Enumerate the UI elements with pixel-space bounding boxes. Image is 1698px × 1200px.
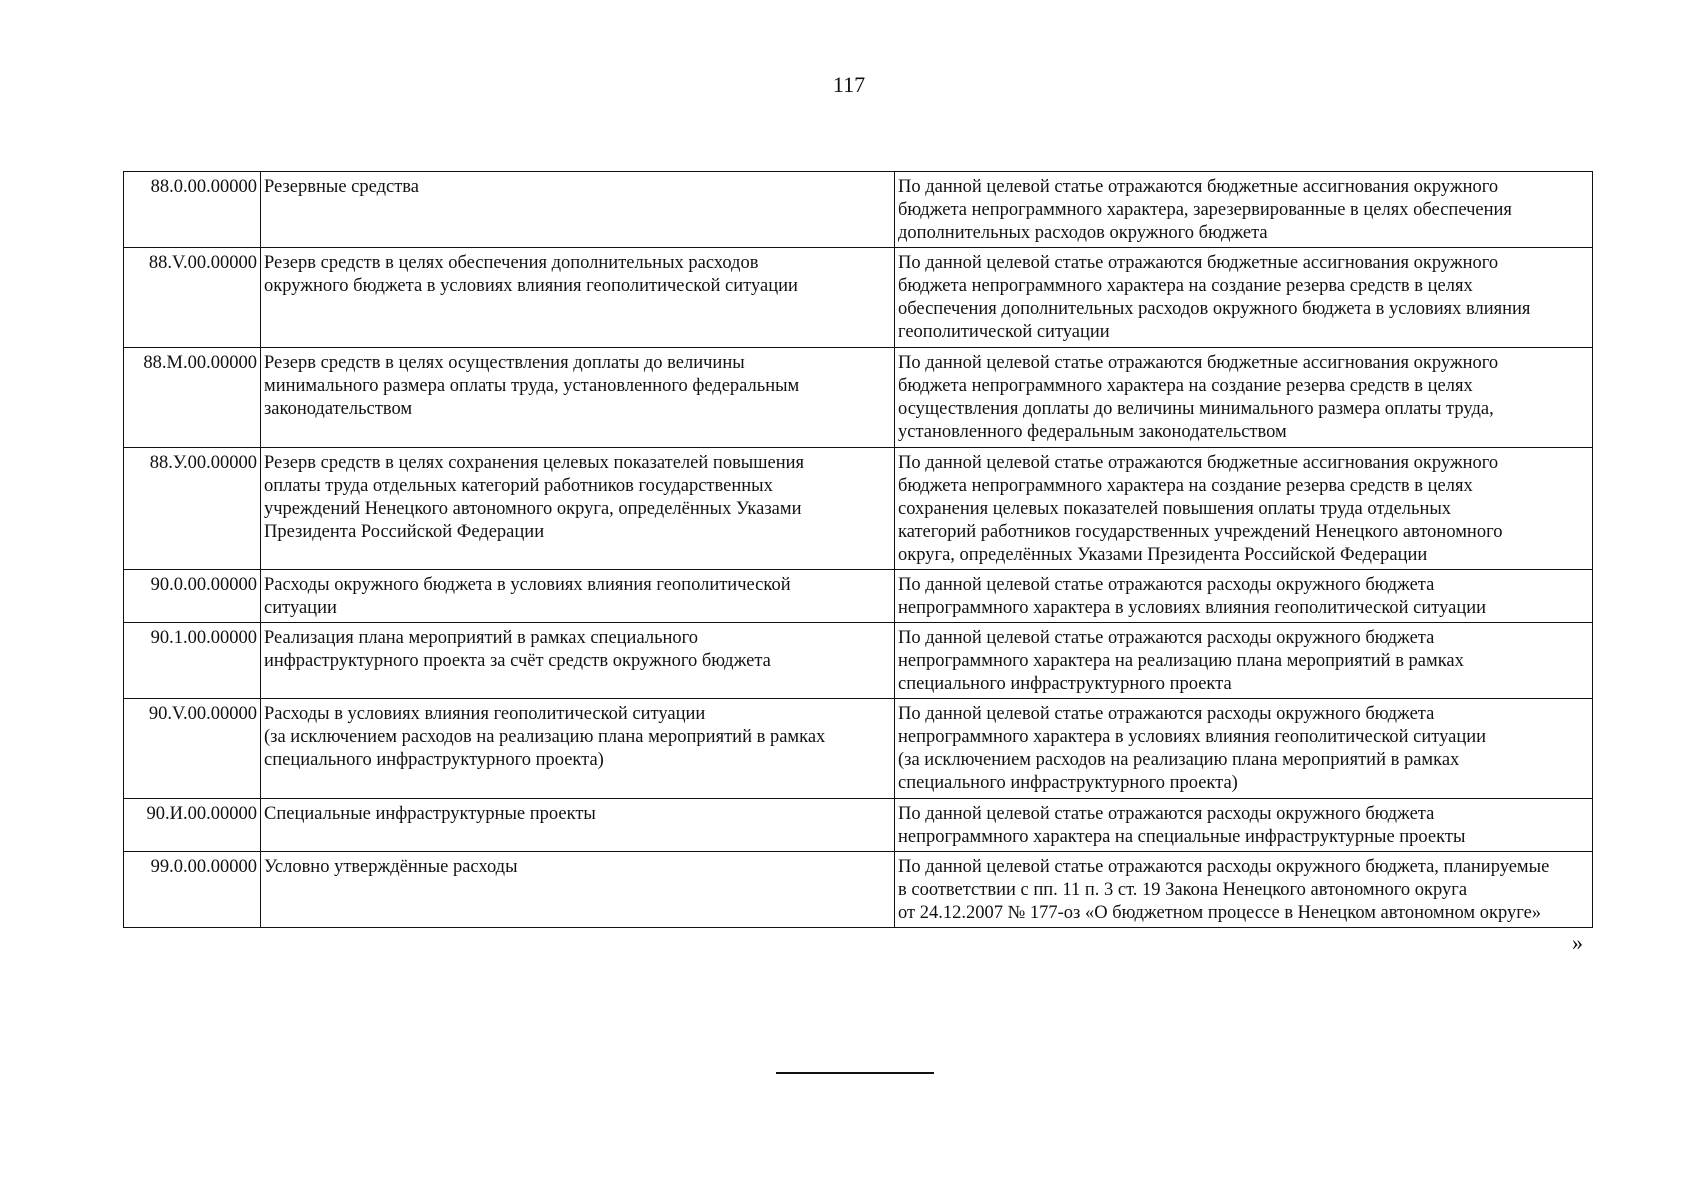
budget-classification-table	[123, 171, 1593, 928]
row-code: 90.И.00.00000	[124, 799, 261, 852]
row-description: По данной целевой статье отражаются бюджетные ассигнования окружного бюджета непрограммного характера, зарезервированные в целях обеспечения дополнительных расходов окружного бюджета	[895, 172, 1593, 248]
table-row	[124, 448, 1593, 570]
row-description: По данной целевой статье отражаются расходы окружного бюджета непрограммного характера на реализацию плана мероприятий в рамках специального инфраструктурного проекта	[895, 623, 1593, 699]
row-description: По данной целевой статье отражаются бюджетные ассигнования окружного бюджета непрограммного характера на создание резерва средств в целях сохранения целевых показателей повышения оплаты труда отдельных категорий работников государственных учреждений Ненецкого автономного округа, определённых Указами Президента Российской Федерации	[895, 448, 1593, 570]
row-code: 90.V.00.00000	[124, 699, 261, 799]
row-code: 88.0.00.00000	[124, 172, 261, 248]
table-row	[124, 172, 1593, 248]
row-name: Резервные средства	[261, 172, 895, 248]
table-row	[124, 348, 1593, 448]
row-description: По данной целевой статье отражаются расходы окружного бюджета непрограммного характера в условиях влияния геополитической ситуации	[895, 570, 1593, 623]
row-name: Расходы окружного бюджета в условиях влияния геополитической ситуации	[261, 570, 895, 623]
row-name: Условно утверждённые расходы	[261, 852, 895, 928]
row-code: 88.М.00.00000	[124, 348, 261, 448]
table-row	[124, 248, 1593, 348]
row-name: Реализация плана мероприятий в рамках специального инфраструктурного проекта за счёт средств окружного бюджета	[261, 623, 895, 699]
row-name: Резерв средств в целях обеспечения дополнительных расходов окружного бюджета в условиях влияния геополитической ситуации	[261, 248, 895, 348]
row-code: 88.V.00.00000	[124, 248, 261, 348]
row-description: По данной целевой статье отражаются расходы окружного бюджета, планируемые в соответствии с пп. 11 п. 3 ст. 19 Закона Ненецкого автономного округа от 24.12.2007 № 177-оз «О бюджетном процессе в Ненецком автономном округе»	[895, 852, 1593, 928]
row-code: 99.0.00.00000	[124, 852, 261, 928]
row-code: 90.0.00.00000	[124, 570, 261, 623]
row-description: По данной целевой статье отражаются расходы окружного бюджета непрограммного характера на специальные инфраструктурные проекты	[895, 799, 1593, 852]
table-row	[124, 852, 1593, 928]
row-description: По данной целевой статье отражаются бюджетные ассигнования окружного бюджета непрограммного характера на создание резерва средств в целях осуществления доплаты до величины минимального размера оплаты труда, установленного федеральным законодательством	[895, 348, 1593, 448]
row-description: По данной целевой статье отражаются расходы окружного бюджета непрограммного характера в условиях влияния геополитической ситуации (за исключением расходов на реализацию плана мероприятий в рамках специального инфраструктурного проекта)	[895, 699, 1593, 799]
row-name: Специальные инфраструктурные проекты	[261, 799, 895, 852]
closing-quote: »	[1572, 930, 1583, 955]
row-name: Резерв средств в целях осуществления доплаты до величины минимального размера оплаты труда, установленного федеральным законодательством	[261, 348, 895, 448]
row-name: Резерв средств в целях сохранения целевых показателей повышения оплаты труда отдельных категорий работников государственных учреждений Ненецкого автономного округа, определённых Указами Президента Российской Федерации	[261, 448, 895, 570]
table-row	[124, 570, 1593, 623]
row-name: Расходы в условиях влияния геополитической ситуации (за исключением расходов на реализацию плана мероприятий в рамках специального инфраструктурного проекта)	[261, 699, 895, 799]
row-code: 88.У.00.00000	[124, 448, 261, 570]
table-row	[124, 623, 1593, 699]
row-description: По данной целевой статье отражаются бюджетные ассигнования окружного бюджета непрограммного характера на создание резерва средств в целях обеспечения дополнительных расходов окружного бюджета в условиях влияния геополитической ситуации	[895, 248, 1593, 348]
page-number: 117	[832, 72, 866, 97]
footer-divider	[776, 1072, 934, 1074]
row-code: 90.1.00.00000	[124, 623, 261, 699]
table-row	[124, 699, 1593, 799]
table-row	[124, 799, 1593, 852]
